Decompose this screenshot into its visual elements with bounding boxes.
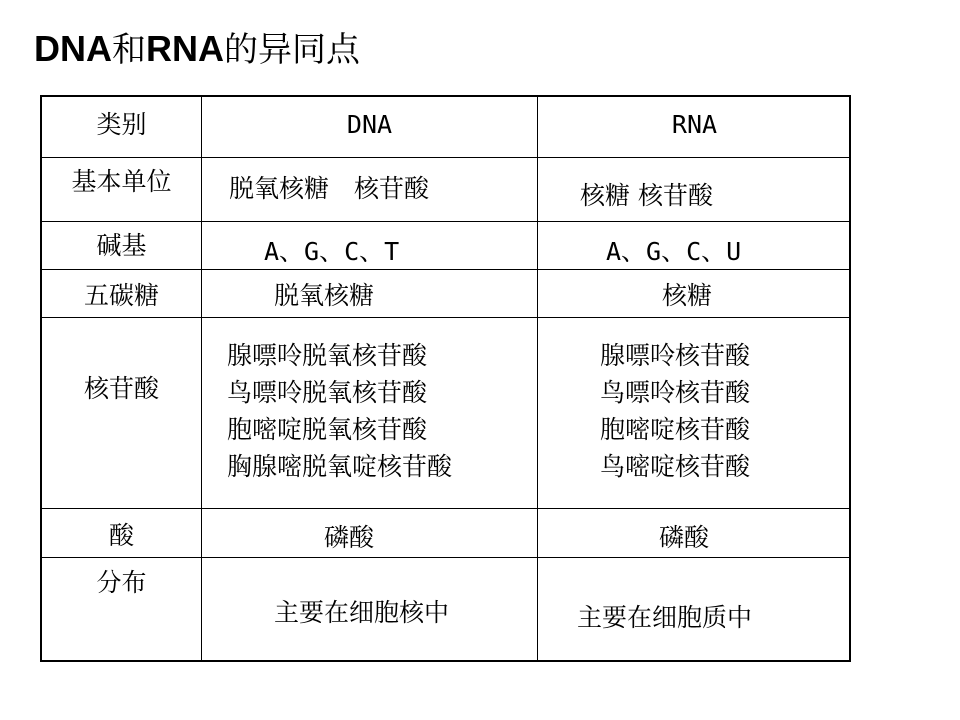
dna-acid: 磷酸 [324, 523, 375, 552]
rna-nucleotide-list [600, 337, 750, 485]
header-dna: DNA [346, 110, 393, 139]
dna-nucleotide-item: 腺嘌呤脱氧核苷酸 [227, 341, 428, 370]
row-divider-5 [42, 508, 849, 509]
row-divider-6 [42, 557, 849, 558]
row-label-acid: 酸 [108, 521, 134, 550]
column-divider-2 [537, 97, 538, 660]
row-divider-2 [42, 221, 849, 222]
title-rna: RNA [146, 28, 224, 69]
title-and: 和 [112, 30, 146, 70]
header-rna: RNA [671, 110, 718, 139]
dna-distribution: 主要在细胞核中 [274, 598, 450, 627]
rna-distribution: 主要在细胞质中 [577, 603, 753, 632]
title-dna: DNA [34, 28, 112, 69]
row-divider-1 [42, 157, 849, 158]
rna-nucleotide-item: 胞嘧啶核苷酸 [600, 415, 751, 444]
dna-bases: A、G、C、T [264, 237, 400, 266]
row-label-bases: 碱基 [96, 231, 147, 260]
rna-bases: A、G、C、U [606, 237, 742, 266]
row-label-distribution: 分布 [96, 568, 147, 597]
row-label-pentose: 五碳糖 [83, 281, 159, 310]
dna-basic-unit: 脱氧核糖 核苷酸 [229, 174, 430, 203]
column-divider-1 [201, 97, 202, 660]
header-category: 类别 [96, 110, 147, 139]
dna-nucleotide-item: 胸腺嘧脱氧啶核苷酸 [227, 452, 453, 481]
rna-nucleotide-item: 腺嘌呤核苷酸 [600, 341, 751, 370]
dna-pentose: 脱氧核糖 [274, 281, 375, 310]
page-title [34, 24, 360, 74]
rna-pentose: 核糖 [662, 281, 713, 310]
row-divider-4 [42, 317, 849, 318]
row-label-nucleotide: 核苷酸 [83, 374, 159, 403]
title-rest: 的异同点 [224, 30, 360, 70]
rna-basic-unit: 核糖 核苷酸 [580, 181, 713, 210]
dna-nucleotide-item: 胞嘧啶脱氧核苷酸 [227, 415, 428, 444]
dna-nucleotide-item: 鸟嘌呤脱氧核苷酸 [227, 378, 428, 407]
comparison-table [40, 95, 851, 662]
rna-nucleotide-item: 鸟嘧啶核苷酸 [600, 452, 751, 481]
dna-nucleotide-list [227, 337, 452, 485]
rna-nucleotide-item: 鸟嘌呤核苷酸 [600, 378, 751, 407]
rna-acid: 磷酸 [659, 523, 710, 552]
row-label-basic-unit: 基本单位 [71, 167, 172, 196]
